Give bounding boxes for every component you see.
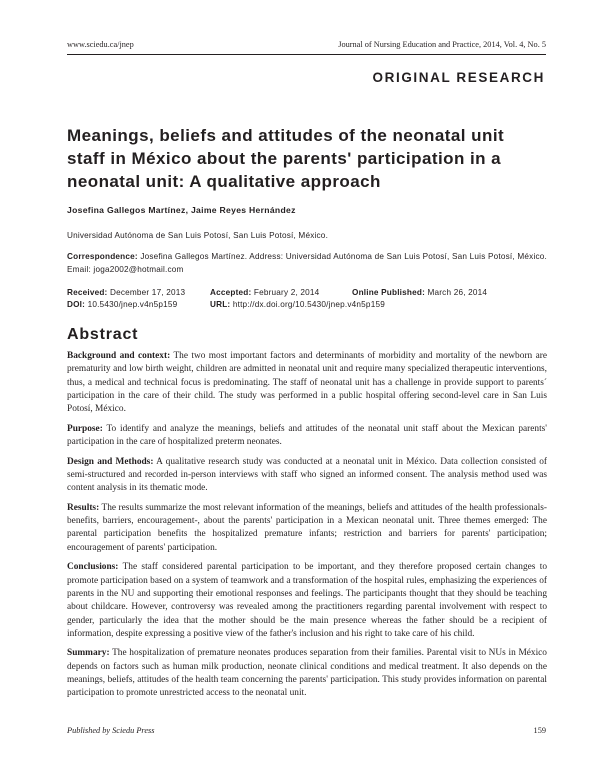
correspondence — [67, 251, 547, 276]
abstract-conclusions: Conclusions: The staff considered parental participation to be important, and they therefore proposed certain changes to promote participation based on a system of teamwork and a transformation of the hospital rules, emphasizing the experiences of parents in the NU and supporting their emotional responses and feelings. The participants thought that they should be teaching about childcare. However, controversy was revealed among the practitioners regarding parental involvement with respect to gender, particularly the idea that the mother should be the main presence whereas the father should be a recipient of information, despite expressing a positive view of the father's inclusion and his right to take care of his child. — [67, 562, 548, 639]
correspondence-label: Correspondence: — [67, 252, 138, 261]
abstract-results: Results: The results summarize the most relevant information of the meanings, beliefs and attitudes of the health professionals- benefits, barriers, encouragement-, about the parents' participation in a Mexican neonatal unit. Three themes emerged: The parental participation benefits the hospitalized premature infants; restriction and barriers for parents' participation; encouragement of parents' participation. — [67, 502, 547, 553]
publisher-credit: Published by Sciedu Press — [67, 726, 155, 735]
section-label: ORIGINAL RESEARCH — [372, 70, 545, 85]
journal-citation: Journal of Nursing Education and Practice, 2014, Vol. 4, No. 5 — [338, 40, 546, 49]
abstract-heading: Abstract — [67, 326, 139, 343]
header-divider — [67, 54, 546, 55]
abstract-summary: Summary: The hospitalization of premature neonates produces separation from their families. Parental visit to NUs in México depends on factors such as human milk production, neonate clinical conditions and medical treatment. It also depends on the meanings, beliefs, attitudes of the health team concerning the parents' participation. This study provides information on parental participation to promote unrestricted access to the neonatal unit. — [67, 648, 547, 699]
abstract-background: Background and context: The two most important factors and determinants of morbidity and mortality of the newborn are prematurity and low birth weight, children are admitted in neonatal unit and require many specialized therapeutic interventions, thus, a medical and technical focus is predominating. The staff of neonatal unit has a challenge in provide support to parents´ participation in the care of their child. The study was performed in a public hospital offering second-level care in San Luis Potosí, México. — [67, 351, 547, 415]
online-published-date: Online Published: March 26, 2014 — [352, 288, 488, 297]
affiliation: Universidad Autónoma de San Luis Potosí, San Luis Potosí, México. — [67, 231, 329, 240]
accepted-date: Accepted: February 2, 2014 — [210, 288, 320, 297]
abstract-design-methods: Design and Methods: A qualitative research study was conducted at a neonatal unit in México. Data collection consisted of semi-structured and recorded in-person interviews with staff who signed an informed consent. The analysis method used was content analysis in its thematic mode. — [67, 456, 548, 494]
doi[interactable]: DOI: 10.5430/jnep.v4n5p159 — [67, 300, 178, 309]
journal-url[interactable]: www.sciedu.ca/jnep — [67, 40, 134, 49]
author-list: Josefina Gallegos Martínez, Jaime Reyes Hernández — [67, 205, 296, 215]
article-title: Meanings, beliefs and attitudes of the neonatal unit staff in México about the parents' participation in a neonatal unit: A qualitative approach — [67, 126, 505, 191]
abstract-body — [67, 350, 547, 707]
correspondence-text: Josefina Gallegos Martínez. Address: Universidad Autónoma de San Luis Potosí, San Luis Potosí, México. Email: joga2002@hotmail.com — [67, 252, 547, 274]
received-date: Received: December 17, 2013 — [67, 288, 186, 297]
abstract-purpose: Purpose: To identify and analyze the meanings, beliefs and attitudes of the neonatal unit staff about the Mexican parents' participation in the care of hospitalized preterm neonates. — [67, 423, 547, 448]
page-number: 159 — [533, 726, 546, 735]
running-header — [67, 40, 546, 52]
article-url[interactable]: URL: http://dx.doi.org/10.5430/jnep.v4n5p159 — [210, 300, 385, 309]
